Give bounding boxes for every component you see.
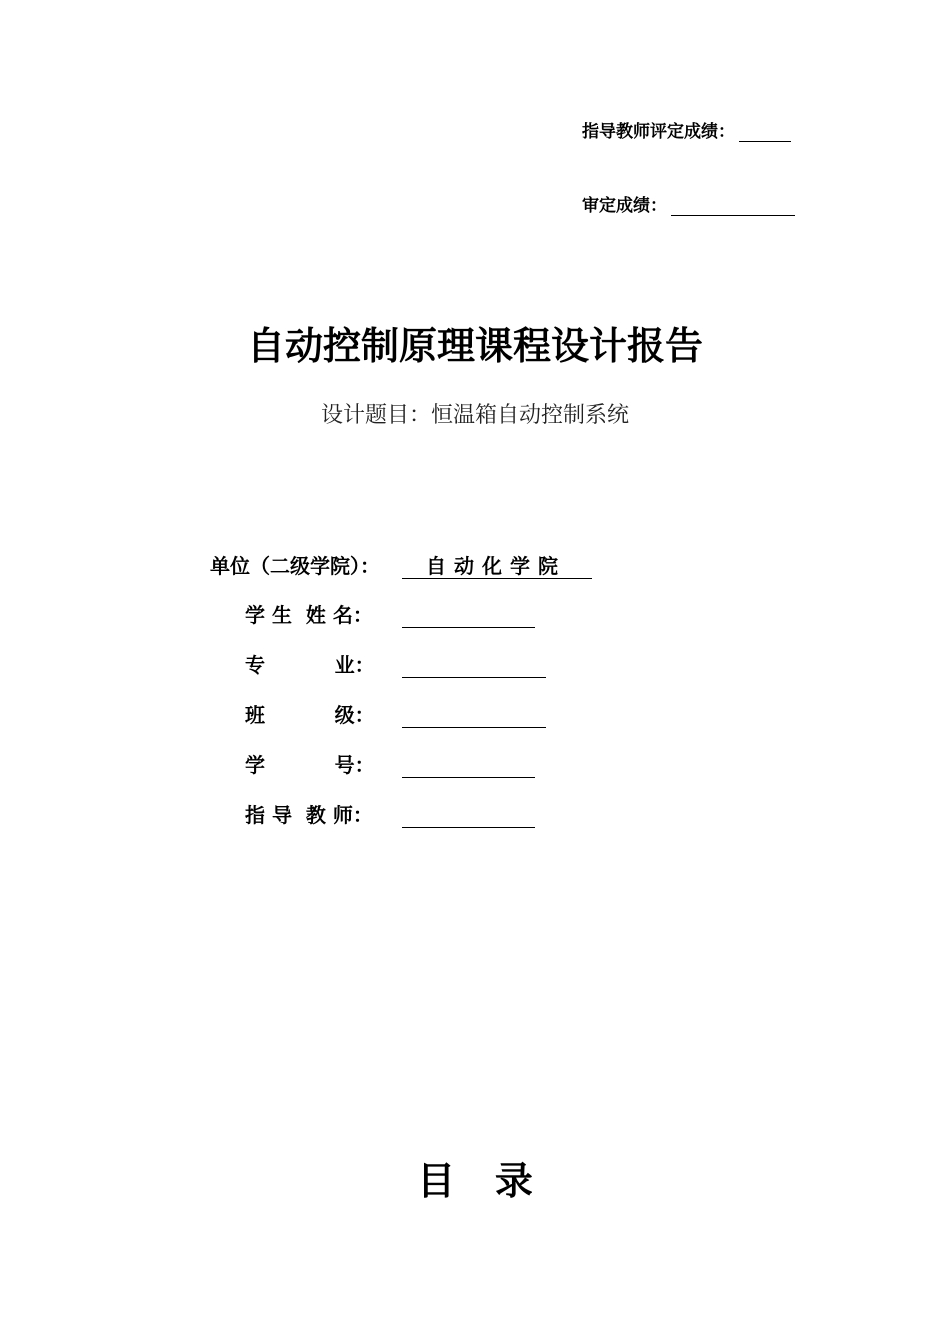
student-name-field [402,599,535,628]
student-id-field [402,749,535,778]
final-grade-line [582,191,795,216]
design-topic: 设计题目：恒温箱自动控制系统 [320,403,629,428]
student-name-label: 学 生 姓 名： [245,603,373,627]
major-field [402,649,546,678]
advisor-label: 指 导 教 师： [245,803,373,827]
class-field [402,699,546,728]
unit-field [402,550,592,579]
final-grade-label: 审定成绩： [582,196,667,216]
major-label: 专 业： [245,653,375,677]
toc-heading: 目 录 [417,1159,533,1203]
report-title: 自动控制原理课程设计报告 [246,324,703,368]
class-label: 班 级： [245,703,375,727]
teacher-grade-label: 指导教师评定成绩： [582,122,735,142]
teacher-grade-blank [739,121,791,142]
advisor-field [402,799,535,828]
final-grade-blank [671,195,795,216]
unit-label: 单位（二级学院）： [210,554,380,578]
unit-value: 自动化学院 [426,554,566,578]
student-id-label: 学 号： [245,753,375,777]
teacher-grade-line [582,117,791,142]
